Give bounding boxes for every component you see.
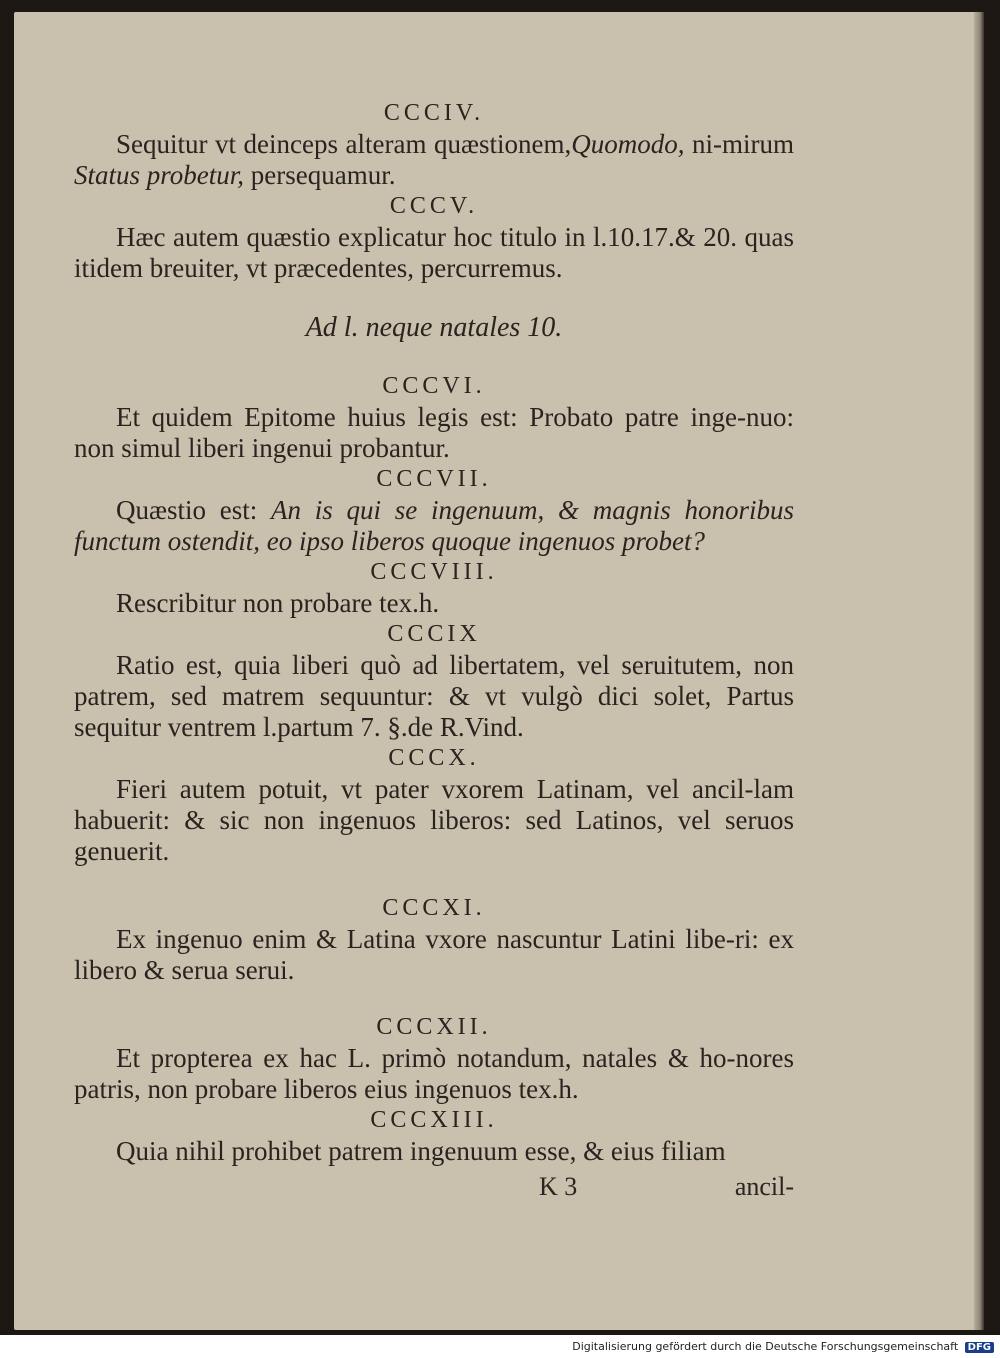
credit-text: Digitalisierung gefördert durch die Deutsche Forschungsgemeinschaft xyxy=(572,1340,959,1353)
page-text xyxy=(74,98,794,1202)
text-run: persequamur. xyxy=(244,160,396,190)
italic-run: An is qui se ingenuum, & magnis honoribus functum ostendit, eo ipso liberos quoque ingenuos probet? xyxy=(74,495,794,556)
page-footer xyxy=(74,1171,794,1202)
paragraph: Quia nihil prohibet patrem ingenuum esse, & eius filiam xyxy=(116,1136,726,1166)
section-number: CCCVIII. xyxy=(370,559,498,585)
paragraph: Ratio est, quia liberi quò ad libertatem, vel seruitutem, non patrem, sed matrem sequuntur: & vt vulgò dici solet, Partus sequitur ventrem l.partum 7. §.de R.Vind. xyxy=(74,650,794,742)
section-number: CCCIX xyxy=(387,621,481,647)
spacer xyxy=(74,867,794,893)
page-edge xyxy=(974,12,984,1330)
text-run: Sequitur vt deinceps alteram quæstionem, xyxy=(116,129,572,159)
section-number: CCCIV. xyxy=(383,100,485,126)
text-run: ni-mirum xyxy=(684,129,794,159)
section-number: CCCXII. xyxy=(376,1014,492,1040)
section-number: CCCXI. xyxy=(382,895,486,921)
dfg-logo: DFG xyxy=(965,1342,994,1353)
paragraph: Ex ingenuo enim & Latina vxore nascuntur Latini libe-ri: ex libero & serua serui. xyxy=(74,924,794,985)
paragraph: Et quidem Epitome huius legis est: Probato patre inge-nuo: non simul liberi ingenui probantur. xyxy=(74,402,794,463)
section-number: CCCV. xyxy=(389,193,479,219)
section-number: CCCX. xyxy=(388,745,480,771)
italic-run: Quomodo, xyxy=(571,129,685,159)
signature-mark: K 3 xyxy=(539,1172,578,1201)
paragraph: Hæc autem quæstio explicatur hoc titulo in l.10.17.& 20. quas itidem breuiter, vt præcedentes, percurremus. xyxy=(74,222,794,283)
paragraph xyxy=(74,129,794,191)
book-page xyxy=(14,12,982,1330)
section-number: CCCVII. xyxy=(376,466,492,492)
catchword: ancil- xyxy=(734,1172,794,1201)
paragraph: Rescribitur non probare tex.h. xyxy=(116,588,440,618)
section-number: CCCXIII. xyxy=(370,1107,498,1133)
paragraph xyxy=(74,495,794,557)
paragraph: Et propterea ex hac L. primò notandum, natales & ho-nores patris, non probare liberos eius ingenuos tex.h. xyxy=(74,1043,794,1104)
paragraph: Fieri autem potuit, vt pater vxorem Latinam, vel ancil-lam habuerit: & sic non ingenuos liberos: sed Latinos, vel seruos genuerit. xyxy=(74,774,794,866)
text-run: Quæstio est: xyxy=(116,495,272,525)
italic-run: Status probetur, xyxy=(74,160,245,190)
section-number: CCCVI. xyxy=(382,373,486,399)
law-heading: Ad l. neque natales 10. xyxy=(305,312,563,343)
spacer xyxy=(74,986,794,1012)
digitization-credit xyxy=(572,1340,994,1353)
